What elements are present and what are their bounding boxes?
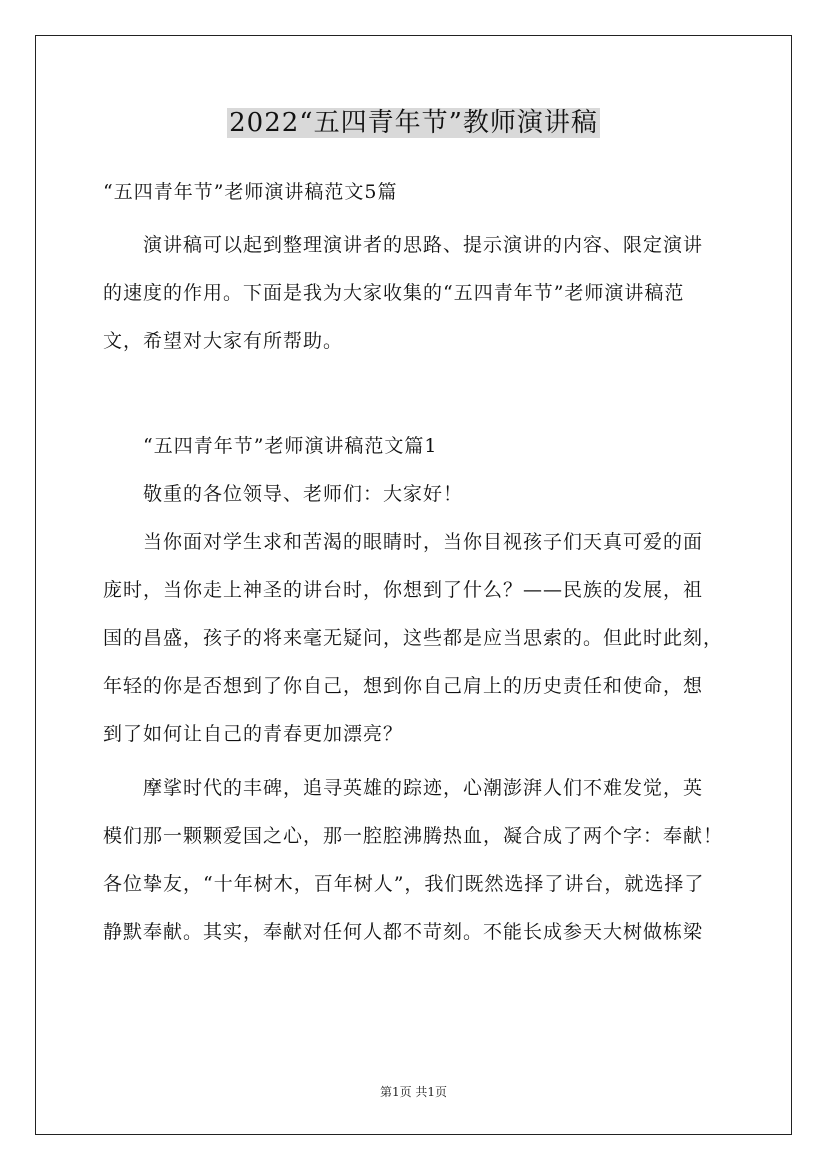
- greeting: 敬重的各位领导、老师们：大家好！: [143, 483, 464, 505]
- intro-line: 演讲稿可以起到整理演讲者的思路、提示演讲的内容、限定演讲: [143, 234, 704, 256]
- subtitle: “五四青年节”老师演讲稿范文5篇: [103, 181, 398, 203]
- paragraph-line: 摩挲时代的丰碑，追寻英雄的踪迹，心潮澎湃人们不难发觉，英: [143, 777, 704, 799]
- blank-gap: [103, 364, 743, 424]
- page-footer: 第1页 共1页: [379, 1085, 448, 1099]
- intro-line: 的速度的作用。下面是我为大家收集的“五四青年节”老师演讲稿范: [103, 282, 685, 304]
- document-title: [0, 103, 827, 143]
- document-body: [103, 170, 743, 955]
- paragraph-line: 各位挚友，“十年树木，百年树人”，我们既然选择了讲台，就选择了: [103, 873, 705, 895]
- intro-line: 文，希望对大家有所帮助。: [103, 330, 344, 352]
- paragraph-line: 年轻的你是否想到了你自己，想到你自己肩上的历史责任和使命，想: [103, 675, 704, 697]
- paragraph-line: 到了如何让自己的青春更加漂亮？: [103, 723, 404, 745]
- document-title-text: 2022“五四青年节”教师演讲稿: [229, 108, 598, 138]
- paragraph-line: 庞时，当你走上神圣的讲台时，你想到了什么？——民族的发展，祖: [103, 579, 704, 601]
- paragraph-line: 静默奉献。其实，奉献对任何人都不苛刻。不能长成参天大树做栋梁: [103, 921, 704, 943]
- paragraph-line: 国的昌盛，孩子的将来毫无疑问，这些都是应当思索的。但此时此刻，: [103, 627, 724, 649]
- paragraph-line: 当你面对学生求和苦渴的眼睛时，当你目视孩子们天真可爱的面: [143, 531, 704, 553]
- paragraph-line: 模们那一颗颗爱国之心，那一腔腔沸腾热血，凝合成了两个字：奉献！: [103, 825, 724, 847]
- section-heading: “五四青年节”老师演讲稿范文篇1: [143, 435, 438, 457]
